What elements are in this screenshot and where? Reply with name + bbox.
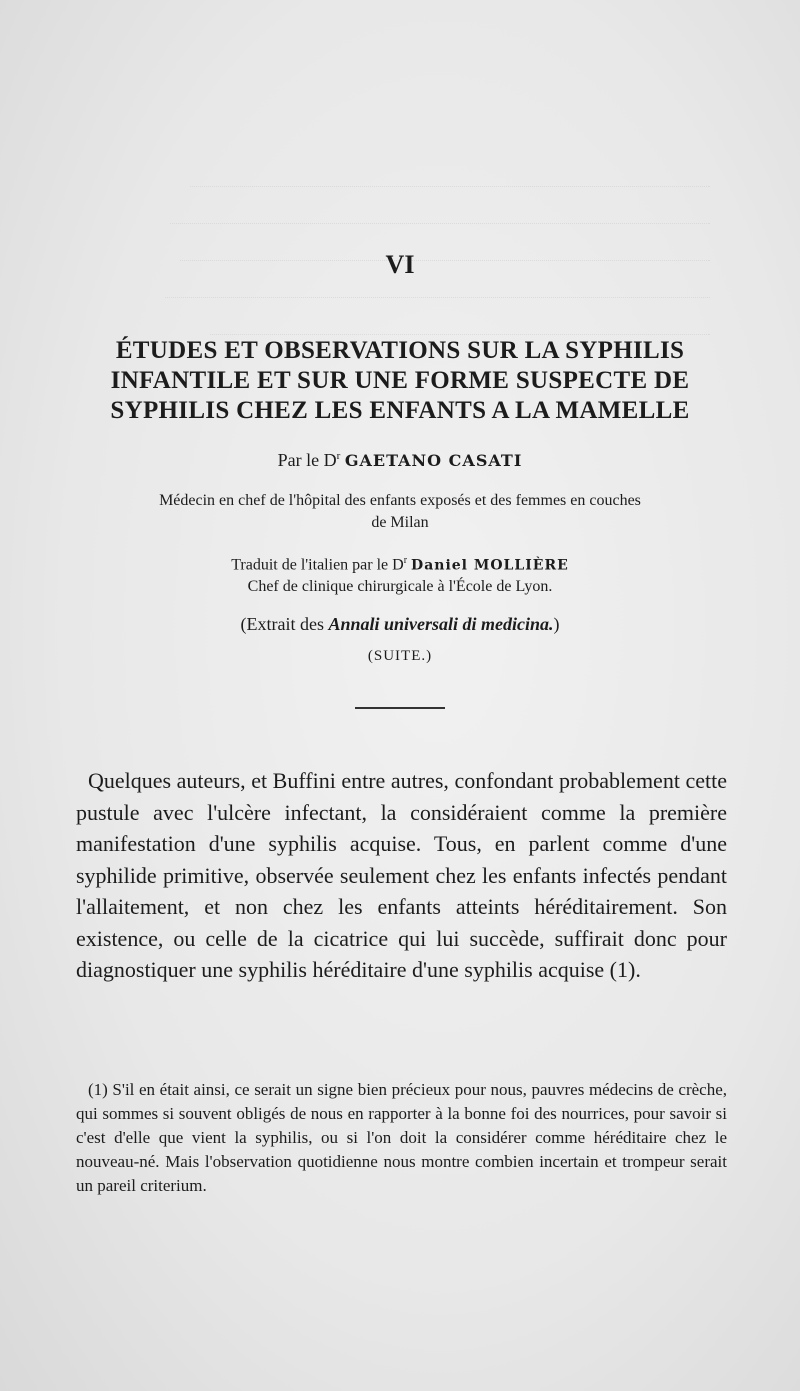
journal-name: Annali universali di medicina. bbox=[328, 614, 554, 634]
article-title bbox=[0, 336, 800, 426]
bleed-through-texture bbox=[150, 150, 710, 335]
source-open: (Extrait des bbox=[240, 614, 329, 634]
translator-prefix: Traduit de l'italien par le D bbox=[231, 556, 404, 574]
affiliation-line: Médecin en chef de l'hôpital des enfants exposés et des femmes en couches bbox=[159, 492, 641, 509]
section-number: VI bbox=[385, 250, 415, 279]
title-line: ÉTUDES ET OBSERVATIONS SUR LA SYPHILIS bbox=[115, 337, 685, 364]
translator-title-sup: r bbox=[403, 555, 408, 566]
footnote: (1) S'il en était ainsi, ce serait un signe bien précieux pour nous, pauvres médecins de crèche, qui sommes si souvent obligés de nous en rapporter à la bonne foi des nourrices, pour savoir si c'est d'elle que vient la syphilis, ou si l'on doit la considérer comme héréditaire chez le nouveau-né. Mais l'observation quotidienne nous montre combien incertain et trompeur serait un pareil criterium. bbox=[76, 1080, 727, 1195]
translator-line bbox=[0, 550, 800, 576]
translator-name: Daniel MOLLIÈRE bbox=[411, 557, 569, 574]
body-paragraph: Quelques auteurs, et Buffini entre autres, confondant probablement cette pustule avec l'ulcère infectant, la considéraient comme la première manifestation d'une syphilis acquise. Tous, en parlent comme d'une syphilide primitive, observée seulement chez les enfants infectés pendant l'allaitement, et non chez les enfants atteints héréditairement. Son existence, ou celle de la cicatrice qui lui succède, suffirait donc pour diagnostiquer une syphilis héréditaire d'une syphilis acquise (1). bbox=[76, 768, 727, 982]
source-line bbox=[0, 614, 800, 635]
title-line: INFANTILE ET SUR UNE FORME SUSPECTE DE bbox=[110, 367, 690, 394]
translator-role: Chef de clinique chirurgicale à l'École de Lyon. bbox=[247, 578, 553, 596]
author-affiliation bbox=[0, 490, 800, 534]
title-line: SYPHILIS CHEZ LES ENFANTS A LA MAMELLE bbox=[110, 397, 690, 424]
author-line bbox=[0, 450, 800, 471]
author-prefix: Par le D bbox=[277, 450, 337, 470]
translator-block bbox=[0, 550, 800, 598]
affiliation-line: de Milan bbox=[371, 514, 429, 531]
continuation-note: (SUITE.) bbox=[367, 648, 433, 664]
source-close: ) bbox=[553, 614, 560, 634]
section-divider bbox=[355, 707, 445, 709]
author-title-sup: r bbox=[336, 450, 341, 462]
author-name: GAETANO CASATI bbox=[344, 451, 523, 470]
